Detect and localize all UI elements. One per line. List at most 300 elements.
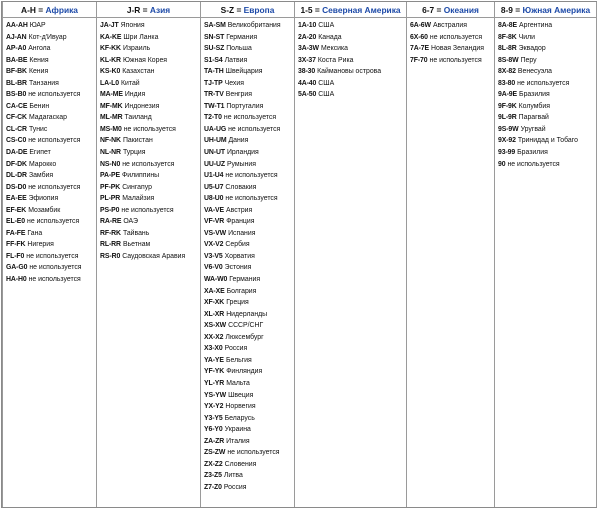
code-row (204, 182, 294, 194)
vin-code: 9A-9E (498, 91, 518, 99)
vin-code: U8-U0 (204, 195, 224, 203)
country-name: Израиль (122, 45, 151, 53)
country-name: Пакистан (122, 137, 153, 145)
vin-code: MA-ME (100, 91, 123, 99)
vin-country-table (2, 2, 597, 507)
country-name: не используется (429, 33, 483, 41)
vin-code: SU-SZ (204, 45, 225, 53)
country-name: Турция (122, 149, 146, 157)
code-row (204, 274, 294, 286)
vin-code: Y6-Y0 (204, 426, 223, 434)
vin-code: EA-EE (6, 195, 27, 203)
code-row (6, 170, 96, 182)
code-row (298, 66, 406, 78)
code-row (410, 20, 494, 32)
code-row (100, 20, 200, 32)
country-name: Франция (226, 218, 255, 226)
vin-code: V6-V0 (204, 264, 223, 272)
vin-code: 6A-6W (410, 22, 431, 29)
code-row (204, 193, 294, 205)
vin-code: PL-PR (100, 195, 121, 203)
country-name: Италия (226, 437, 250, 445)
code-row (498, 124, 596, 136)
country-name: Замбия (28, 172, 54, 180)
vin-code: 6X-60 (410, 33, 428, 41)
code-row (298, 43, 406, 55)
code-row (6, 205, 96, 217)
vin-code: AJ-AN (6, 33, 27, 41)
code-row (204, 101, 294, 113)
column-africa (3, 18, 97, 508)
code-row (410, 43, 494, 55)
code-row (6, 274, 96, 286)
country-name: Ирландия (226, 149, 259, 157)
vin-code: Y3-Y5 (204, 414, 223, 422)
country-name: Каймановы острова (317, 68, 382, 76)
code-row (100, 228, 200, 240)
vin-code: DA-DE (6, 149, 28, 157)
code-row (298, 78, 406, 90)
country-name: Румыния (226, 160, 256, 168)
header-europe: S-Z = Европа (201, 2, 295, 18)
country-name: не используется (29, 264, 82, 272)
vin-code: 4A-40 (298, 79, 317, 87)
code-row (204, 309, 294, 321)
code-row (204, 262, 294, 274)
vin-code: AP-A0 (6, 45, 27, 53)
vin-code: PF-PK (100, 183, 121, 191)
country-name: Египет (29, 149, 51, 157)
vin-code: S1-S4 (204, 56, 223, 64)
vin-code: VF-VR (204, 218, 225, 226)
code-row (204, 251, 294, 263)
country-name: Дания (228, 137, 249, 145)
country-name: Норвегия (225, 403, 256, 411)
vin-code: VX-V2 (204, 241, 224, 249)
code-row (498, 89, 596, 101)
vin-code: 8X-82 (498, 68, 516, 76)
country-name: Саудовская Аравия (122, 252, 186, 260)
country-name: Сербия (225, 241, 250, 249)
country-name: Сингапур (122, 183, 152, 191)
vin-code: RL-RR (100, 241, 121, 249)
country-name: Польша (226, 45, 252, 53)
code-row (6, 78, 96, 90)
vin-code: VA-VE (204, 206, 225, 214)
vin-code: ZX-Z2 (204, 460, 223, 468)
vin-code: 8F-8K (498, 33, 517, 41)
vin-code: CF-CK (6, 114, 27, 122)
header-asia: J-R = Азия (97, 2, 201, 18)
vin-code: UU-UZ (204, 160, 225, 168)
country-name: Казахстан (122, 68, 155, 76)
code-row (204, 436, 294, 448)
vin-code: 8A-8E (498, 22, 518, 29)
vin-code: 3A-3W (298, 45, 319, 53)
country-name: не используется (27, 218, 80, 226)
country-name: Россия (223, 483, 247, 491)
vin-code: KS-K0 (100, 68, 121, 76)
country-name: Нигерия (27, 241, 54, 249)
country-name: Беларусь (224, 414, 255, 422)
vin-code: V3-V5 (204, 252, 223, 260)
country-name: Чехия (224, 79, 244, 87)
country-name: Перу (520, 56, 537, 64)
country-name: Тринидад и Тобаго (517, 137, 578, 145)
country-name: не используется (227, 449, 280, 457)
vin-code: FA-FE (6, 229, 26, 237)
vin-code: BF-BK (6, 68, 27, 76)
country-name: не используется (121, 206, 174, 214)
country-name: Венесуэла (517, 68, 552, 76)
country-name: Гана (27, 229, 43, 237)
code-row (6, 112, 96, 124)
country-name: Россия (224, 345, 248, 353)
code-row (6, 124, 96, 136)
column-asia (97, 18, 201, 508)
country-name: Венгрия (225, 91, 252, 99)
vin-code: ZA-ZR (204, 437, 225, 445)
code-row (6, 55, 96, 67)
code-row (204, 424, 294, 436)
code-row (6, 182, 96, 194)
code-row (204, 20, 294, 32)
vin-code: XL-XR (204, 310, 225, 318)
code-row (100, 159, 200, 171)
country-name: не используется (225, 195, 278, 203)
code-row (204, 112, 294, 124)
vin-code: Z7-Z0 (204, 483, 222, 491)
code-row (6, 251, 96, 263)
code-row (6, 147, 96, 159)
code-row (6, 89, 96, 101)
code-row (6, 159, 96, 171)
vin-code: BA-BE (6, 56, 28, 64)
country-name: не используется (223, 114, 277, 122)
country-name: Бенин (29, 102, 50, 110)
country-name: Мексика (320, 45, 348, 53)
code-row (204, 135, 294, 147)
country-name: Ангола (28, 45, 51, 53)
vin-code: 90 (498, 160, 506, 168)
vin-code: CA-CE (6, 102, 28, 110)
vin-code: TR-TV (204, 91, 224, 99)
country-name: Колумбия (518, 102, 550, 110)
vin-code: VS-VW (204, 229, 227, 237)
vin-code: CL-CR (6, 125, 27, 133)
vin-code: PS-P0 (100, 206, 120, 214)
header-south-america: 8-9 = Южная Америка (495, 2, 597, 18)
country-name: Кения (29, 56, 49, 64)
header-oceania: 6-7 = Океания (407, 2, 495, 18)
vin-code: DF-DK (6, 160, 27, 168)
vin-code: NL-NR (100, 149, 121, 157)
code-row (498, 159, 596, 171)
vin-code: EF-EK (6, 206, 27, 214)
country-name: Чили (518, 33, 535, 41)
country-name: не используется (28, 183, 81, 191)
country-name: США (318, 91, 335, 99)
country-name: Эстония (224, 264, 252, 272)
vin-code: 38-30 (298, 68, 316, 76)
code-row (6, 216, 96, 228)
code-row (498, 147, 596, 159)
vin-country-table-frame (1, 1, 597, 508)
code-row (204, 66, 294, 78)
vin-code: 2A-20 (298, 33, 317, 41)
code-row (100, 182, 200, 194)
code-row (100, 170, 200, 182)
country-name: Украина (224, 426, 251, 434)
vin-code: T2-T0 (204, 114, 222, 122)
vin-code: BL-BR (6, 79, 27, 87)
country-name: ЮАР (29, 22, 46, 29)
vin-code: 93-99 (498, 149, 516, 157)
vin-code: MS-M0 (100, 125, 122, 133)
code-row (204, 355, 294, 367)
vin-code: XF-XK (204, 299, 225, 307)
vin-code: PA-PE (100, 172, 121, 180)
code-row (204, 32, 294, 44)
code-row (6, 43, 96, 55)
vin-code: YL-YR (204, 379, 225, 387)
body-row (3, 18, 597, 508)
country-name: Болгария (226, 287, 257, 295)
vin-code: RA-RE (100, 218, 122, 226)
code-row (100, 239, 200, 251)
vin-code: 1A-10 (298, 22, 317, 29)
vin-code: 9S-9W (498, 125, 519, 133)
vin-code: YF-YK (204, 368, 225, 376)
header-africa: A-H = Африка (3, 2, 97, 18)
country-name: не используется (123, 125, 176, 133)
country-name: Бельгия (225, 356, 252, 364)
vin-code: RS-R0 (100, 252, 121, 260)
vin-code: 9F-9K (498, 102, 517, 110)
country-name: Испания (228, 229, 256, 237)
code-row (204, 482, 294, 494)
code-row (100, 251, 200, 263)
code-row (498, 135, 596, 147)
code-row (204, 205, 294, 217)
code-row (6, 20, 96, 32)
code-row (498, 112, 596, 124)
code-row (204, 320, 294, 332)
code-row (298, 32, 406, 44)
country-name: не используется (28, 276, 81, 284)
code-row (204, 378, 294, 390)
country-name: Малайзия (122, 195, 155, 203)
vin-code: 7F-70 (410, 56, 428, 64)
code-row (204, 89, 294, 101)
country-name: Хорватия (224, 252, 255, 260)
country-name: не используется (228, 125, 281, 133)
vin-code: SN-ST (204, 33, 225, 41)
code-row (100, 205, 200, 217)
vin-code: XA-XE (204, 287, 225, 295)
vin-code: YX-Y2 (204, 403, 224, 411)
vin-code: KF-KK (100, 45, 121, 53)
vin-code: 7A-7E (410, 45, 430, 53)
vin-code: RF-RK (100, 229, 121, 237)
column-europe (201, 18, 295, 508)
code-row (498, 43, 596, 55)
country-name: Греция (226, 299, 249, 307)
code-row (6, 239, 96, 251)
vin-code: BS-B0 (6, 91, 27, 99)
country-name: не используется (28, 91, 81, 99)
vin-code: MF-MK (100, 102, 123, 110)
country-name: Люксембург (225, 333, 264, 341)
vin-code: XS-XW (204, 322, 227, 330)
country-name: Таиланд (124, 114, 152, 122)
code-row (204, 366, 294, 378)
code-row (204, 124, 294, 136)
code-row (204, 459, 294, 471)
code-row (204, 470, 294, 482)
vin-code: TW-T1 (204, 102, 225, 110)
code-row (204, 216, 294, 228)
code-row (204, 78, 294, 90)
header-row (3, 2, 597, 18)
country-name: Швейцария (225, 68, 263, 76)
code-row (100, 101, 200, 113)
country-name: Вьетнам (122, 241, 151, 249)
code-row (498, 55, 596, 67)
country-name: Швеция (228, 391, 254, 399)
country-name: Мальта (226, 379, 250, 387)
country-name: Бразилия (519, 91, 550, 99)
country-name: Латвия (224, 56, 248, 64)
vin-code: 83-80 (498, 79, 516, 87)
vin-code: 3X-37 (298, 56, 316, 64)
vin-code: ZS-ZW (204, 449, 226, 457)
country-name: Словения (224, 460, 257, 468)
country-name: Новая Зеландия (431, 45, 484, 53)
country-name: Австрия (226, 206, 253, 214)
code-row (100, 112, 200, 124)
country-name: Португалия (226, 102, 264, 110)
country-name: Австралия (432, 22, 467, 29)
country-name: Кот-д'Ивуар (28, 33, 67, 41)
code-row (6, 66, 96, 78)
vin-code: EL-E0 (6, 218, 26, 226)
code-row (410, 32, 494, 44)
vin-code: GA-G0 (6, 264, 28, 272)
country-name: Южная Корея (122, 56, 168, 64)
code-row (100, 66, 200, 78)
country-name: США (318, 22, 335, 29)
code-row (204, 390, 294, 402)
code-row (100, 147, 200, 159)
country-name: Великобритания (227, 22, 281, 29)
code-row (498, 66, 596, 78)
vin-code: SA-SM (204, 22, 226, 29)
code-row (204, 159, 294, 171)
vin-code: YA-YE (204, 356, 224, 364)
vin-code: 9X-92 (498, 137, 516, 145)
column-oceania (407, 18, 495, 508)
country-name: США (318, 79, 335, 87)
country-name: Коста Рика (317, 56, 354, 64)
vin-code: U1-U4 (204, 172, 224, 180)
country-name: Индонезия (124, 102, 160, 110)
vin-code: NS-N0 (100, 160, 121, 168)
column-north-america (295, 18, 407, 508)
country-name: ОАЭ (123, 218, 138, 226)
code-row (410, 55, 494, 67)
country-name: Бразилия (517, 149, 548, 157)
country-name: Индия (124, 91, 146, 99)
country-name: Словакия (225, 183, 257, 191)
vin-code: XX-X2 (204, 333, 224, 341)
country-name: Канада (318, 33, 342, 41)
country-name: Литва (223, 472, 243, 480)
country-name: Япония (120, 22, 145, 29)
country-name: не используется (225, 172, 278, 180)
vin-code: YS-YW (204, 391, 227, 399)
code-row (204, 401, 294, 413)
vin-code: TA-TH (204, 68, 224, 76)
vin-code: NF-NK (100, 137, 121, 145)
code-row (6, 135, 96, 147)
code-row (204, 297, 294, 309)
vin-code: 5A-50 (298, 91, 317, 99)
code-row (204, 43, 294, 55)
vin-code: CS-C0 (6, 137, 27, 145)
column-south-america (495, 18, 597, 508)
code-row (6, 262, 96, 274)
vin-code: Z3-Z5 (204, 472, 222, 480)
country-name: Мозамбик (28, 206, 61, 214)
code-row (204, 413, 294, 425)
vin-code: DL-DR (6, 172, 27, 180)
vin-code: UN-UT (204, 149, 225, 157)
country-name: не используется (517, 79, 570, 87)
code-row (100, 216, 200, 228)
country-name: Финляндия (226, 368, 263, 376)
code-row (298, 20, 406, 32)
country-name: Германия (229, 276, 261, 284)
vin-code: UH-UM (204, 137, 227, 145)
country-name: не используется (28, 137, 81, 145)
code-row (204, 55, 294, 67)
country-name: СССР/СНГ (228, 322, 264, 330)
vin-code: DS-D0 (6, 183, 27, 191)
code-row (6, 228, 96, 240)
country-name: не используется (26, 252, 79, 260)
vin-code: AA-AH (6, 22, 28, 29)
code-row (204, 170, 294, 182)
vin-code: X3-X0 (204, 345, 223, 353)
code-row (6, 32, 96, 44)
vin-code: U5-U7 (204, 183, 224, 191)
code-row (498, 101, 596, 113)
country-name: Аргентина (519, 22, 553, 29)
country-name: Шри Ланка (123, 33, 159, 41)
country-name: Тайвань (122, 229, 150, 237)
code-row (298, 55, 406, 67)
vin-code: HA-H0 (6, 276, 27, 284)
code-row (204, 286, 294, 298)
vin-code: UA-UG (204, 125, 227, 133)
vin-code: KL-KR (100, 56, 121, 64)
code-row (100, 124, 200, 136)
vin-code: LA-L0 (100, 79, 120, 87)
vin-code: FF-FK (6, 241, 26, 249)
country-name: Мадагаскар (28, 114, 67, 122)
vin-code: ML-MR (100, 114, 123, 122)
